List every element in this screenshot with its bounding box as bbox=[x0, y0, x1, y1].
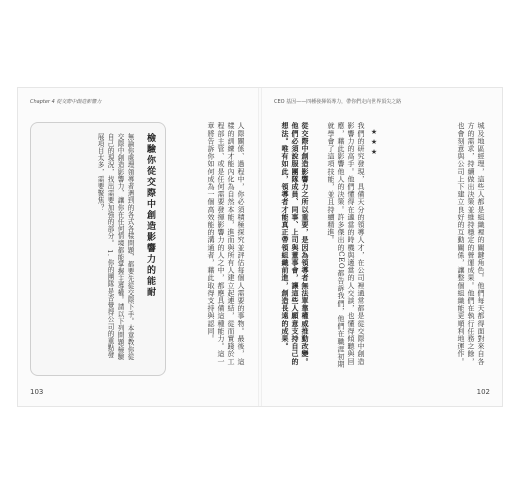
left-body-text: 人際關係、過程中，你必須積極探究並評估每個人需要的事物。最後，這樣的訓練才能內化為自然本能，進而與所有人建立起連結，從而實踐於工程部主管、或是任何需要發揮影響力的人之中，都應具備這種能力。這一章將告訴你如何成為一個高效能的溝通者，藉此取得支持與認同。 bbox=[207, 122, 245, 366]
box-text: 無論你處理領導者遇到的各式各樣問題，都要先從交際下手。本章教你從交際中創造影響力，讓你在任何情境都能掌握主導權。請以下列問題檢驗自己的現況，找出需要加強的部分。 1. 你的團隊是否覺得公司的重點發展項目太多，需要聚焦？ bbox=[96, 133, 134, 361]
right-body-text-1: 城及地區經理，這些人都是組織裡的關鍵角色。他們每天都得面對來自各方的需求，持續做出決策並維持穩定的營運成果。他們在執行任務之餘，也會刻意與公司上下建立良好的互動關係，讓整個組織能更順利地運作。 bbox=[457, 122, 485, 366]
book-spread bbox=[18, 88, 502, 406]
right-page-number: 102 bbox=[476, 388, 490, 396]
right-page-header: CEO 基因——四種發揮領導力，帶你們走向世界頂尖之路 bbox=[274, 99, 402, 105]
right-body-text-3: 從交際中創造影響力之所以重要，是因為領導者無法單靠權威推動改變。他們必須說服團隊成員、同事、上司與董事會，讓這些人願意支持自己的想法。唯有如此，領導者才能真正帶領組織前進，創造長遠的成果。 bbox=[281, 122, 310, 366]
self-check-box bbox=[30, 122, 166, 376]
left-page bbox=[18, 88, 258, 406]
left-page-number: 103 bbox=[30, 388, 44, 396]
section-break-stars: ★★★ bbox=[370, 128, 378, 158]
right-page bbox=[262, 88, 502, 406]
right-body-text-2: 我們的研究發現，具備天分的領導人才，在公司裡通常都是從交際中創造影響力的高手。他們懂得在適當的時機與適當的人交談，也懂得傾聽與回應，藉此影響他人的決策。許多傑出的CEO都告訴我們，他們在職涯初期就學會了這項技能，並且持續精進。 bbox=[327, 122, 365, 369]
left-page-header: Chapter 4 從交際中創造影響力 bbox=[30, 99, 102, 105]
box-title: 檢驗你從交際中創造影響力的能耐 bbox=[145, 133, 155, 298]
